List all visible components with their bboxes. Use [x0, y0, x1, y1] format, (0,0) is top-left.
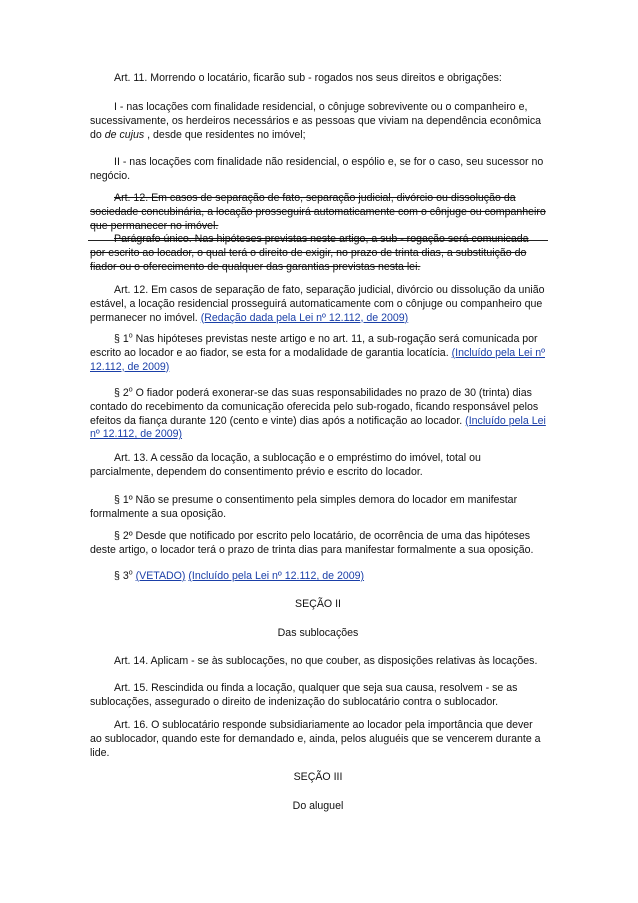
art13-p3-amendment-link[interactable]: (Incluído pela Lei nº 12.112, de 2009): [188, 570, 365, 582]
section-3-subtitle: Do aluguel: [292, 800, 344, 812]
art12-p2-amendment-link[interactable]: (Incluído pela Lei nº 12.112, de 2009): [90, 414, 546, 441]
art12-paragrafo-2: § 2$^o$ O fiador poderá exonerar-se das suas responsabilidades no prazo de 30 (trinta) dias contado do recebimento da comunicação oferecida pelo sub-rogado, ficando responsável pelos efeitos da fiança durante 120 (cento e vinte) dias após a notificação ao locador. (Incluído pela Lei nº 12.112, de 2009): [90, 386, 546, 441]
art11-caput: Art. 11. Morrendo o locatário, ficarão sub - rogados nos seus direitos e obrigações:: [114, 72, 502, 84]
art12-revoked-paragrafo: Parágrafo único. Nas hipóteses previstas neste artigo, a sub - rogação será comunicada por escrito ao locador, o qual terá o direito de exigir, no prazo de trinta dias, a substituição do fiador ou o oferecimento de qualquer das garantias previstas nesta lei.: [90, 233, 529, 273]
art11-inciso-2: II - nas locações com finalidade não residencial, o espólio e, se for o caso, seu sucessor no negócio.: [90, 156, 544, 182]
art12-p1-amendment-link[interactable]: (Incluído pela Lei nº 12.112, de 2009): [90, 346, 545, 373]
art11-inciso-1: I - nas locações com finalidade residencial, o cônjuge sobrevivente ou o companheiro e, sucessivamente, os herdeiros necessários e as pessoas que viviam na dependência econômica do de cujus , desde que residentes no imóvel;: [90, 101, 542, 141]
art12-caput: Art. 12. Em casos de separação de fato, separação judicial, divórcio ou dissolução da união estável, a locação residencial prosseguirá automaticamente com o cônjuge ou companheiro que permanecer no imóvel. (Redação dada pela Lei nº 12.112, de 2009): [90, 284, 545, 324]
art12-amendment-link[interactable]: (Redação dada pela Lei nº 12.112, de 2009): [200, 311, 409, 324]
art13-paragrafo-3: § 3$^o$ (VETADO) (Incluído pela Lei nº 12.112, de 2009): [114, 569, 365, 582]
art15: Art. 15. Rescindida ou finda a locação, qualquer que seja sua causa, resolvem - se as sublocações, assegurado o direito de indenização do sublocatário contra o sublocador.: [90, 682, 518, 708]
section-2-subtitle: Das sublocações: [277, 627, 359, 639]
art14: Art. 14. Aplicam - se às sublocações, no que couber, as disposições relativas às locações.: [114, 655, 538, 667]
art13-caput: Art. 13. A cessão da locação, a sublocação e o empréstimo do imóvel, total ou parcialmente, dependem do consentimento prévio e escrito do locador.: [90, 452, 481, 478]
art12-revoked-caput: Art. 12. Em casos de separação de fato, separação judicial, divórcio ou dissolução da sociedade concubinária, a locação prosseguirá automaticamente com o cônjuge ou companheiro que permanecer no imóvel.: [90, 192, 546, 232]
section-2-title: SEÇÃO II: [295, 598, 341, 610]
art13-paragrafo-2: § 2º Desde que notificado por escrito pelo locatário, de ocorrência de uma das hipóteses deste artigo, o locador terá o prazo de trinta dias para manifestar formalmente a sua oposição.: [90, 530, 534, 556]
art12-paragrafo-1: § 1$^o$ Nas hipóteses previstas neste artigo e no art. 11, a sub-rogação será comunicada por escrito ao locador e ao fiador, se esta for a modalidade de garantia locatícia. (Incluído pela Lei nº 12.112, de 2009): [90, 332, 545, 373]
art16: Art. 16. O sublocatário responde subsidiariamente ao locador pela importância que dever ao sublocador, quando este for demandado e, ainda, pelos aluguéis que se vencerem durante a lide.: [90, 719, 541, 759]
section-3-title: SEÇÃO III: [293, 771, 343, 783]
art13-paragrafo-1: § 1º Não se presume o consentimento pela simples demora do locador em manifestar formalmente a sua oposição.: [90, 494, 518, 520]
vetado-link[interactable]: (VETADO): [135, 570, 186, 582]
